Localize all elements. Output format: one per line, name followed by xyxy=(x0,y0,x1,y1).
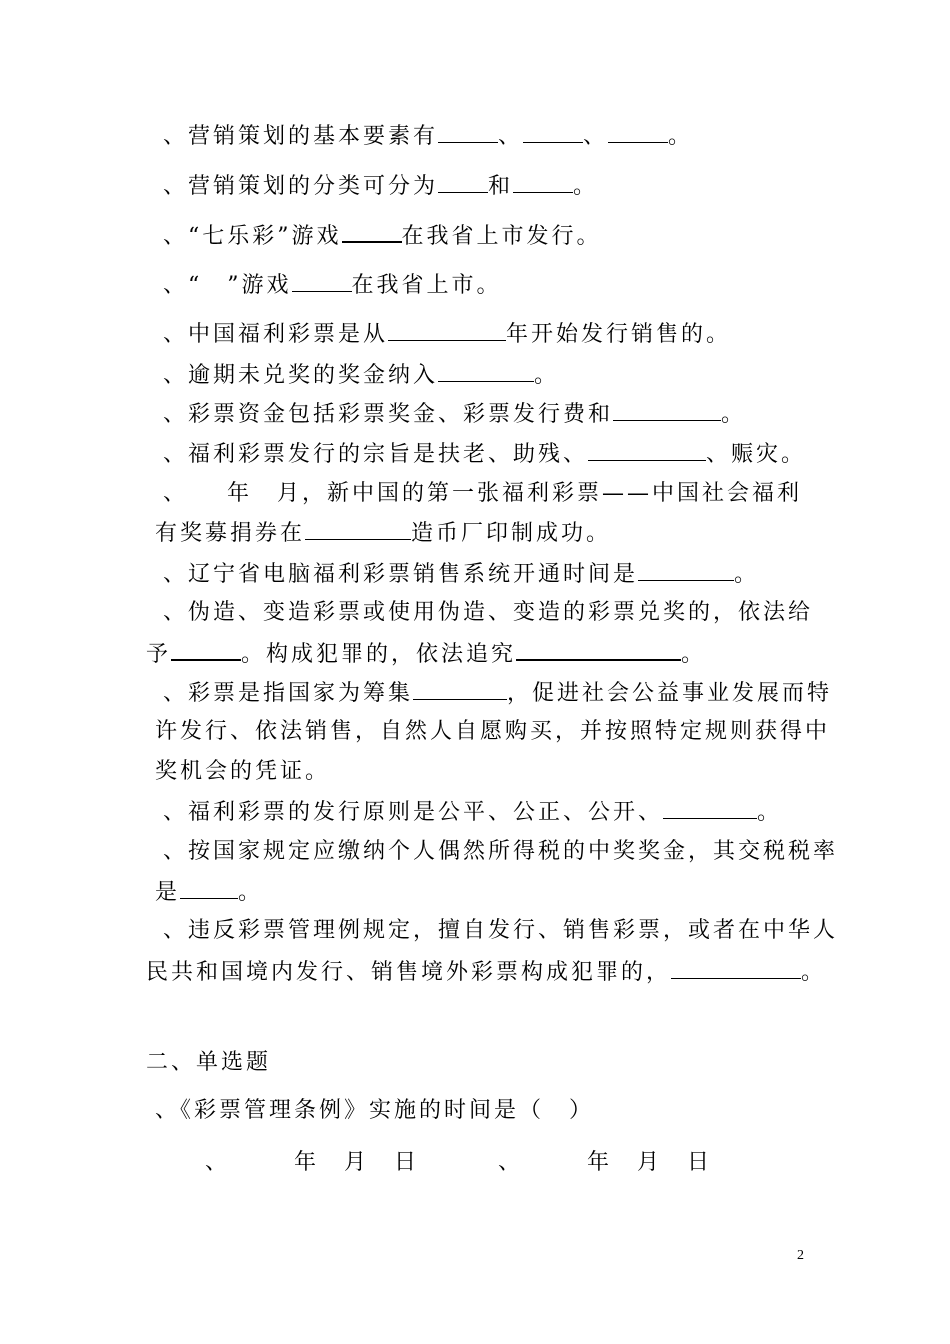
answer-blank[interactable] xyxy=(608,120,668,143)
answer-blank[interactable] xyxy=(588,438,706,461)
blank-question-8: 、福利彩票发行的宗旨是扶老、助残、 、赈灾。 xyxy=(163,438,806,470)
blank-question-14: 、按国家规定应缴纳个人偶然所得税的中奖奖金，其交税税率 xyxy=(163,839,839,864)
answer-blank[interactable] xyxy=(438,120,498,143)
answer-blank[interactable] xyxy=(638,558,734,581)
answer-blank[interactable] xyxy=(292,269,352,292)
answer-blank[interactable] xyxy=(342,219,402,243)
section-title: 二、单选题 xyxy=(146,1050,272,1075)
answer-blank[interactable] xyxy=(671,956,801,979)
choice-option-a[interactable]: 、 年 月 日 xyxy=(205,1150,420,1175)
answer-blank[interactable] xyxy=(516,637,681,661)
blank-question-15: 、违反彩票管理例规定，擅自发行、销售彩票，或者在中华人 xyxy=(163,918,839,943)
blank-question-15-continued: 民共和国境内发行、销售境外彩票构成犯罪的， 。 xyxy=(146,956,826,988)
blank-question-11: 、伪造、变造彩票或使用伪造、变造的彩票兑奖的，依法给 xyxy=(163,600,814,625)
answer-blank[interactable] xyxy=(305,517,411,540)
page-number: 2 xyxy=(797,1248,804,1263)
blank-question-7: 、彩票资金包括彩票奖金、彩票发行费和 。 xyxy=(163,398,746,430)
answer-blank[interactable] xyxy=(180,876,238,899)
answer-blank[interactable] xyxy=(438,170,488,193)
blank-question-12-line3: 奖机会的凭证。 xyxy=(155,759,331,784)
answer-blank[interactable] xyxy=(613,398,721,421)
blank-question-5: 、中国福利彩票是从 年开始发行销售的。 xyxy=(163,318,731,350)
choice-question-1: 、《彩票管理条例》实施的时间是（ ） xyxy=(155,1098,595,1123)
answer-blank[interactable] xyxy=(413,677,507,700)
blank-question-12-line2: 许发行、依法销售，自然人自愿购买，并按照特定规则获得中 xyxy=(155,719,831,744)
blank-question-4: 、“ ”游戏 在我省上市。 xyxy=(163,269,502,301)
blank-question-12: 、彩票是指国家为筹集 ，促进社会公益事业发展而特 xyxy=(163,677,832,709)
answer-blank[interactable] xyxy=(438,359,534,382)
blank-question-14-continued: 是 。 xyxy=(155,876,263,908)
blank-question-3: 、“七乐彩”游戏 在我省上市发行。 xyxy=(163,219,602,252)
answer-blank[interactable] xyxy=(513,170,573,193)
answer-blank[interactable] xyxy=(523,120,583,143)
blank-question-9-continued: 有奖募捐券在 造币厂印制成功。 xyxy=(155,517,611,549)
blank-question-10: 、辽宁省电脑福利彩票销售系统开通时间是 。 xyxy=(163,558,759,590)
answer-blank[interactable] xyxy=(171,637,241,661)
answer-blank[interactable] xyxy=(663,796,757,819)
blank-question-1: 、营销策划的基本要素有 、 、 。 xyxy=(163,120,693,152)
choice-option-b[interactable]: 、 年 月 日 xyxy=(498,1150,713,1175)
blank-question-2: 、营销策划的分类可分为 和 。 xyxy=(163,170,598,202)
blank-question-6: 、逾期未兑奖的奖金纳入 。 xyxy=(163,359,559,391)
answer-blank[interactable] xyxy=(388,318,506,341)
blank-question-13: 、福利彩票的发行原则是公平、公正、公开、 。 xyxy=(163,796,782,828)
blank-question-11-continued: 予 。构成犯罪的，依法追究 。 xyxy=(146,637,706,670)
blank-question-9: 、 年 月，新中国的第一张福利彩票——中国社会福利 xyxy=(163,481,803,506)
